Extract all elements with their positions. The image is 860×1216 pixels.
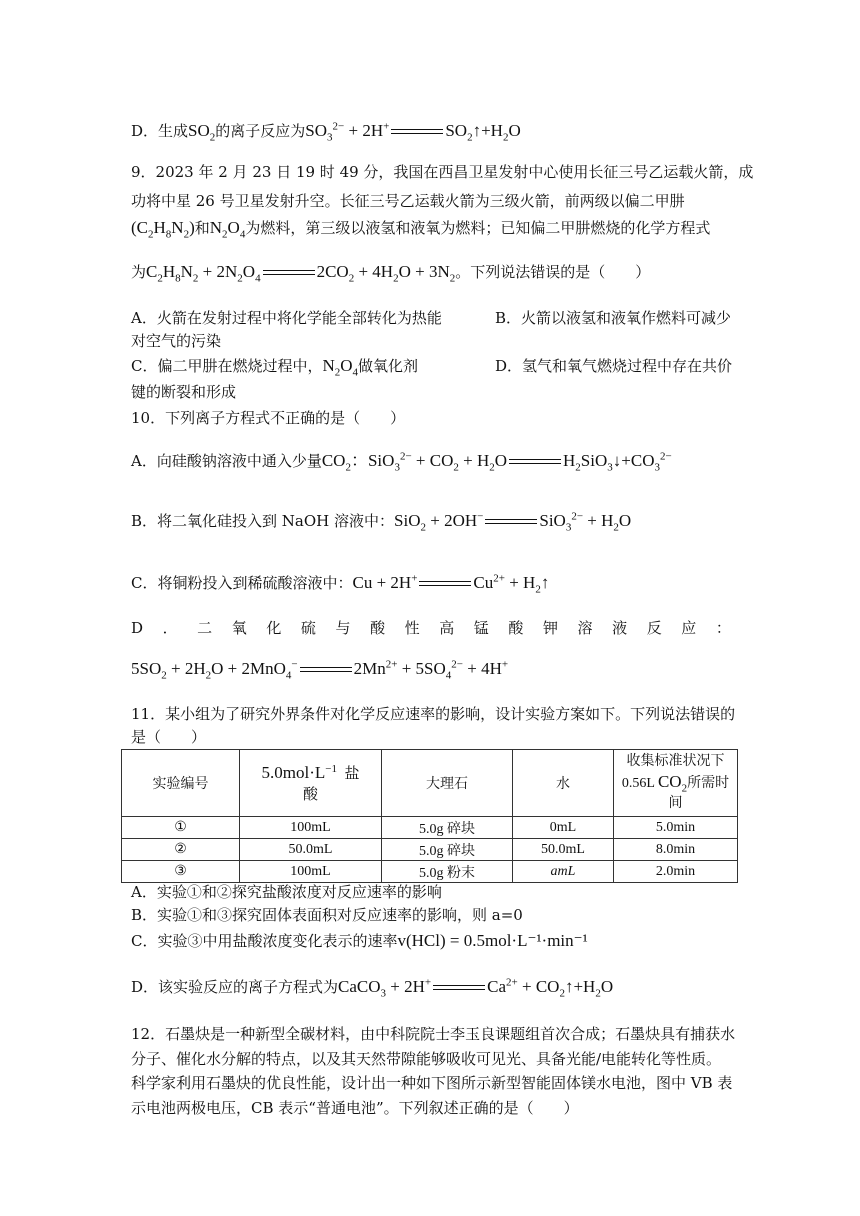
q9-line-4: 为$C_2H_8N_2 + 2N_2O_4$ $2CO_2 + 4H_2O + 3N_2$。下列说法错误的是（ ） [131,262,651,285]
q12-line-1: 12．石墨炔是一种新型全碳材料，由中科院院士李玉良课题组首次合成；石墨炔具有捕获水 [131,1025,736,1043]
q10d-char: 二 [197,619,213,637]
q11-option-d: D．该实验反应的离子方程式为CaCO$_3$ + 2H+ $Ca^{2+}$ + $CO_2↑+H_2O$ [131,976,614,1000]
table-cell: 5.0g 碎块 [382,817,513,839]
q9-option-d: D．氢气和氧气燃烧过程中存在共价 [495,357,733,375]
table-cell: 100mL [240,817,382,839]
q11-line-2: 是（ ） [131,728,207,746]
q9-l3a: 和 [194,219,210,237]
q12-line-2: 分子、催化水分解的特点，以及其天然带隙能够吸收可见光、具备光能/电能转化等性质。 [131,1050,722,1068]
q10d-char: 溶 [577,619,593,637]
q10-b-text: B．将二氧化硅投入到 NaOH 溶液中： [131,512,395,530]
q11-line-1: 11．某小组为了研究外界条件对化学反应速率的影响，设计实验方案如下。下列说法错误的 [131,705,736,723]
q9-c-b: 做氧化剂 [358,357,419,375]
q8-option-d: D．生成$SO_2$的离子反应为$SO_3^{2-} + 2H^+$ $SO_2↑+H_2O$ [131,120,521,144]
q10d-char: 化 [266,619,282,637]
table-cell: 5.0min [614,817,738,839]
q10d-char: 钾 [542,619,558,637]
header-marble: 大理石 [382,750,513,817]
q11-option-a: A．实验①和②探究盐酸浓度对反应速率的影响 [131,883,442,901]
q10d-char: 氧 [231,619,247,637]
header-exp-no: 实验编号 [122,750,240,817]
q10-option-d [131,618,731,638]
q10d-char: 硫 [300,619,316,637]
table-cell: amL [513,861,614,883]
header-hcl: $5.0mol\cdot L^{-1}$ 盐 酸 [240,750,382,817]
q8d-prefix: D．生成 [131,122,189,140]
q9-line-3: $(C_2H_8N_2)$和$N_2O_4$为燃料，第三级以液氢和液氧为燃料；已知偏二甲肼燃烧的化学方程式 [131,218,711,241]
table-cell: ② [122,839,240,861]
q10d-char: 酸 [508,619,524,637]
q11-d-text: D．该实验反应的离子方程式为 [131,978,339,996]
experiment-table [121,749,738,883]
q10d-char: 高 [439,619,455,637]
q10d-char: 反 [646,619,662,637]
table-row [122,861,738,883]
q10d-char: 与 [335,619,351,637]
table-cell: ③ [122,861,240,883]
q9-option-b: B．火箭以液氢和液氧作燃料可减少 [495,309,732,327]
q10d-char: D [131,619,144,637]
q11-c-expr: v(HCl) = 0.5mol·L⁻¹·min⁻¹ [397,931,588,950]
q10d-char: 液 [612,619,628,637]
q11-c-text: C．实验③中用盐酸浓度变化表示的速率 [131,932,398,950]
q9-option-a: A．火箭在发射过程中将化学能全部转化为热能 [131,309,442,327]
q10d-char: 锰 [473,619,489,637]
q10-a-text: A．向硅酸钠溶液中通入少量 [131,452,322,470]
table-cell: 50.0mL [240,839,382,861]
q12-line-4: 示电池两极电压，CB 表示“普通电池”。下列叙述正确的是（ ） [131,1099,579,1117]
q9-l3b: 为燃料，第三级以液氢和液氧为燃料；已知偏二甲肼燃烧的化学方程式 [245,219,711,237]
table-cell: 8.0min [614,839,738,861]
q10d-char: 应 [681,619,697,637]
table-cell: 50.0mL [513,839,614,861]
header-water: 水 [513,750,614,817]
table-cell: 2.0min [614,861,738,883]
table-header-row [122,750,738,817]
table-cell: 5.0g 粉末 [382,861,513,883]
q10-option-a: A．向硅酸钠溶液中通入少量$CO_2$：$SiO_3^{2-} + CO_2 + H_2O$ $H_2SiO_3↓+CO_3^{2-}$ [131,450,672,474]
q9-l4a: 为 [131,263,147,281]
q9-c-a: C．偏二甲肼在燃烧过程中， [131,357,323,375]
q12-line-3: 科学家利用石墨炔的优良性能，设计出一种如下图所示新型智能固体镁水电池，图中 VB 表 [131,1074,733,1092]
q10d-char: ． [162,619,178,637]
table-cell: 5.0g 碎块 [382,839,513,861]
q10-option-b: B．将二氧化硅投入到 NaOH 溶液中：SiO$_2$ + 2OH− $SiO_3^{2-} + H_2O$ [131,510,632,534]
q10-c-text: C．将铜粉投入到稀硫酸溶液中： [131,574,353,592]
table-cell: ① [122,817,240,839]
q10-option-c: C．将铜粉投入到稀硫酸溶液中：Cu + 2H+ $Cu^{2+}$ + $H_2↑$ [131,572,550,596]
q10d-char: ： [715,619,731,637]
table-row [122,817,738,839]
q9-option-b-cont: 对空气的污染 [131,332,222,350]
header-time: 收集标准状况下 0.56L $CO_2$所需时 间 [614,750,738,817]
table-cell: 0mL [513,817,614,839]
q11-option-b: B．实验①和③探究固体表面积对反应速率的影响，则 a=0 [131,906,523,924]
q9-l4b: 。下列说法错误的是（ ） [455,263,651,281]
q8d-mid: 的离子反应为 [215,122,306,140]
q9-line-1: 9．2023 年 2 月 23 日 19 时 49 分，我国在西昌卫星发射中心使用长征三号乙运载火箭，成 [131,163,754,181]
q10d-char: 酸 [370,619,386,637]
q10-option-d-equation: $5SO_2 + 2H_2O + 2MnO_4^-$ $2Mn^{2+} + 5SO_4^{2-} + 4H^+$ [131,658,509,682]
q11-option-c [131,931,588,951]
q10-stem: 10．下列离子方程式不正确的是（ ） [131,409,406,427]
q9-option-c: C．偏二甲肼在燃烧过程中，$N_2O_4$做氧化剂 [131,356,419,379]
q9-line-2: 功将中星 26 号卫星发射升空。长征三号乙运载火箭为三级火箭，前两级以偏二甲肼 [131,192,685,210]
table-cell: 100mL [240,861,382,883]
table-row [122,839,738,861]
q9-option-d-cont: 键的断裂和形成 [131,383,237,401]
q10d-char: 性 [404,619,420,637]
